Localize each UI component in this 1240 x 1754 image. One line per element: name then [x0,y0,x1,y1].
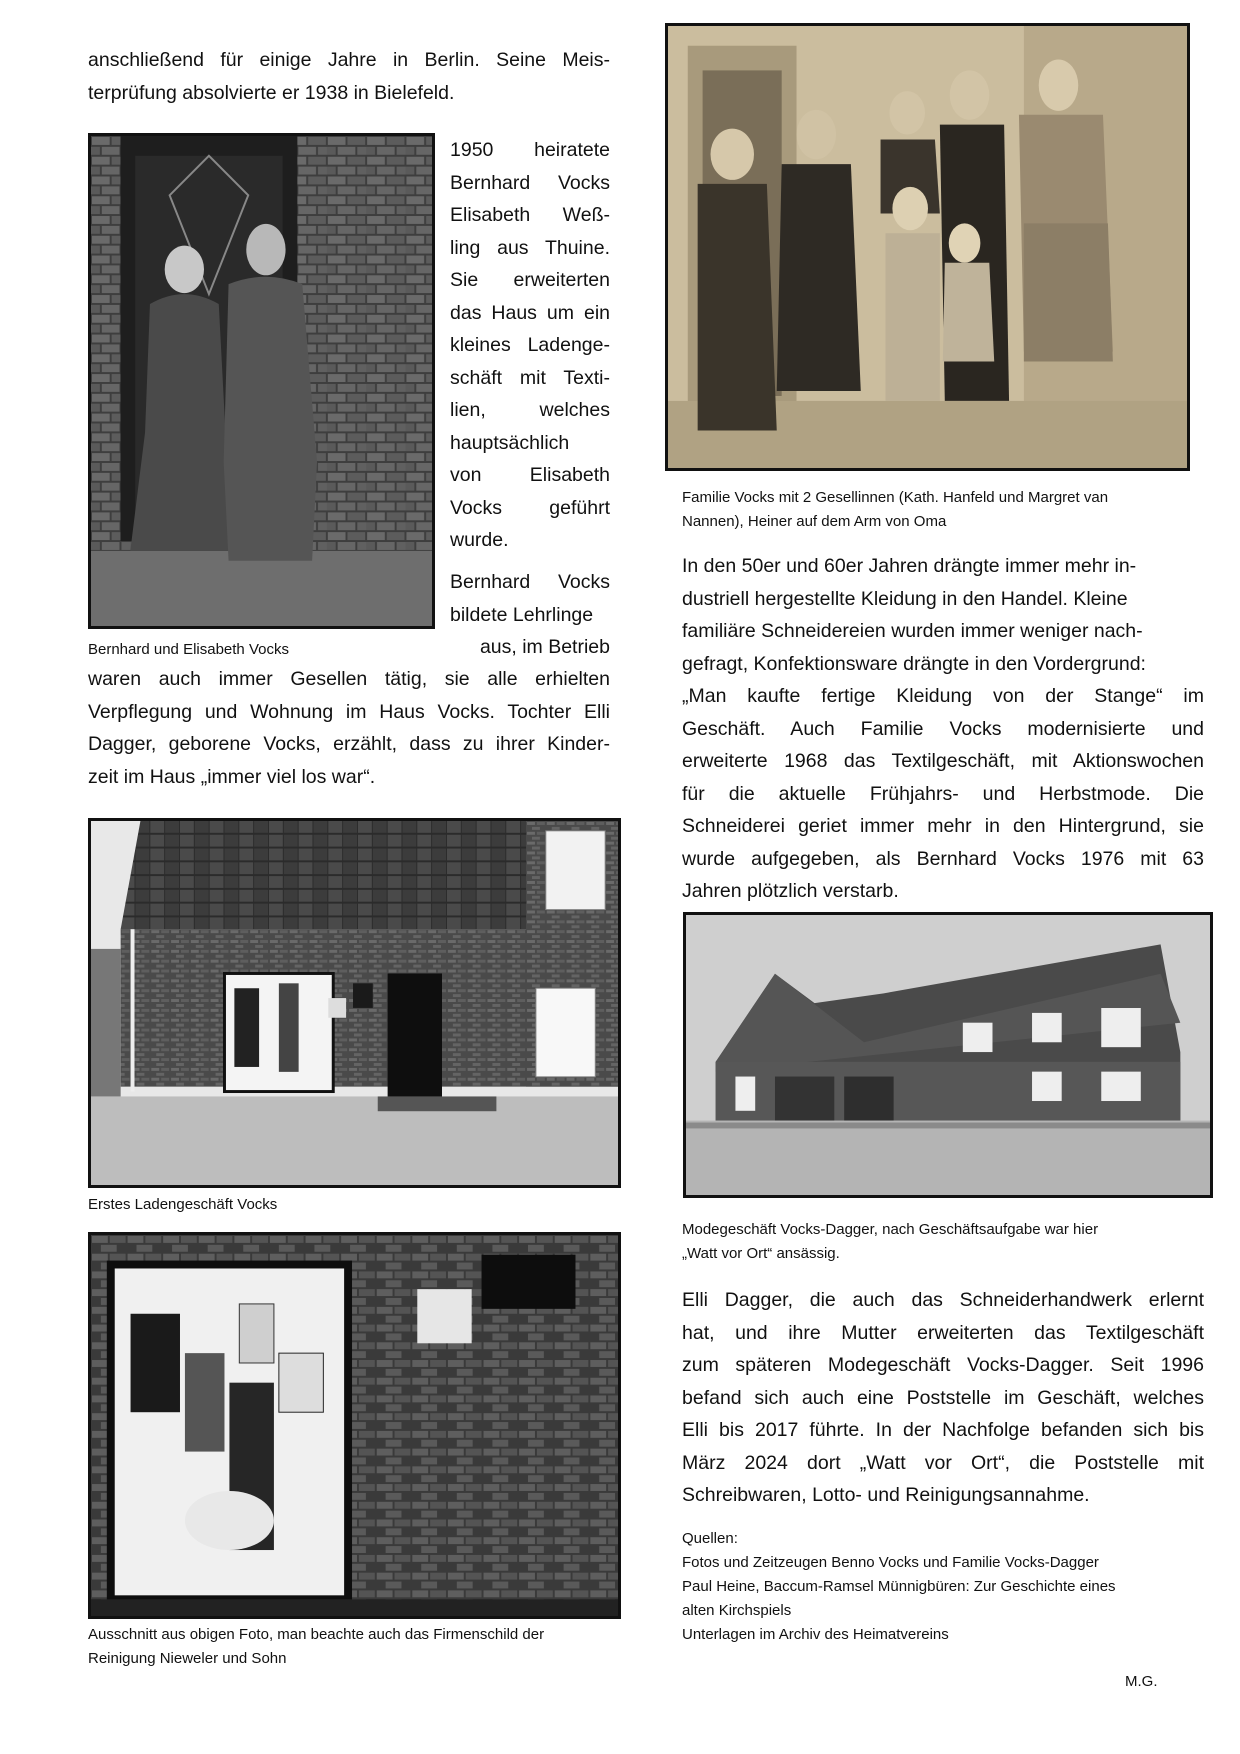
text-line: 1950 heiratete [450,139,610,161]
text-line: terprüfung absolvierte er 1938 in Bielefeld. [88,81,455,104]
text-line: zeit im Haus „immer viel los war“. [88,765,376,788]
intro-paragraph [88,44,610,109]
wrap-paragraph-marriage [450,134,610,557]
text-line: befand sich auch eine Poststelle im Geschäft, welches [682,1386,1204,1409]
text-line: Sie erweiterten [450,269,610,291]
caption-modegeschaeft [682,1218,1202,1266]
photo-modegeschaeft [683,912,1213,1198]
paragraph-elli-dagger [682,1284,1204,1512]
family-photo-image [668,26,1187,468]
text-line: erweiterte 1968 das Textilgeschäft, mit Aktionswochen [682,750,1204,772]
photo-family-vocks [665,23,1190,471]
couple-photo-image [91,136,432,626]
text-line: dustriell hergestellte Kleidung in den Handel. Kleine [682,587,1128,610]
wrap-paragraph-apprentices-top [450,566,610,664]
window-closeup-image [91,1235,618,1616]
text-line: Vocks geführt [450,496,610,519]
text-line: Verpflegung und Wohnung im Haus Vocks. Tochter Elli [88,700,610,723]
text-line: lien, welches [450,399,610,421]
text-line: hat, und ihre Mutter erweiterten das Textilgeschäft [682,1321,1204,1344]
text-line: zum späteren Modegeschäft Vocks-Dagger. Seit 1996 [682,1354,1204,1376]
text-line: wurde aufgegeben, als Bernhard Vocks 1976 mit 63 [682,847,1204,870]
text-line: das Haus um ein [450,301,610,324]
text-line: Schneiderei geriet immer mehr in den Hintergrund, sie [682,815,1204,837]
text-line: aus, im Betrieb [479,636,610,658]
sources-section [682,1527,1212,1647]
caption-first-shop: Erstes Ladengeschäft Vocks [88,1196,278,1213]
text-line: Ausschnitt aus obigen Foto, man beachte auch das Firmenschild der [88,1626,545,1643]
text-line: Modegeschäft Vocks-Dagger, nach Geschäftsaufgabe war hier [682,1221,1099,1238]
text-line: Nannen), Heiner auf dem Arm von Oma [682,513,947,530]
paragraph-50s-60s [682,550,1204,908]
text-line: Familie Vocks mit 2 Gesellinnen (Kath. Hanfeld und Margret van [682,489,1109,506]
text-line: Elisabeth Weß- [450,204,610,226]
text-line: anschließend für einige Jahre in Berlin. Seine Meis- [88,49,610,71]
photo-bernhard-elisabeth [88,133,435,629]
text-line: Elli bis 2017 führte. In der Nachfolge befanden sich bis [682,1419,1204,1441]
text-line: bildete Lehrlinge [450,603,594,626]
text-line: für die aktuelle Frühjahrs- und Herbstmode. Die [682,782,1204,805]
source-item: Fotos und Zeitzeugen Benno Vocks und Familie Vocks-Dagger [682,1554,1099,1571]
text-line: März 2024 dort „Watt vor Ort“, die Poststelle mit [682,1451,1204,1474]
text-line: kleines Ladenge- [450,334,610,356]
text-line: Reinigung Nieweler und Sohn [88,1650,287,1667]
text-line: Bernhard Vocks [450,171,610,194]
caption-family [682,486,1202,534]
source-item: Paul Heine, Baccum-Ramsel Münnigbüren: Zur Geschichte eines [682,1578,1116,1595]
text-line: von Elisabeth [450,464,610,486]
text-line: wurde. [450,529,509,551]
text-line: waren auch immer Gesellen tätig, sie alle erhielten [88,668,610,690]
text-line: „Watt vor Ort“ ansässig. [682,1245,840,1262]
caption-couple: Bernhard und Elisabeth Vocks [88,641,289,658]
text-line: „Man kaufte fertige Kleidung von der Stange“ im [682,685,1204,707]
source-item: Unterlagen im Archiv des Heimatvereins [682,1626,949,1643]
text-line: Jahren plötzlich verstarb. [682,880,899,902]
text-line: familiäre Schneidereien wurden immer weniger nach- [682,620,1143,642]
wrap-paragraph-apprentices-bottom [88,663,610,793]
first-shop-image [91,821,618,1185]
sources-heading: Quellen: [682,1530,738,1547]
text-line: hauptsächlich [450,431,570,454]
photo-first-shop [88,818,621,1188]
modegeschaeft-image [686,915,1210,1195]
text-line: Geschäft. Auch Familie Vocks modernisierte und [682,717,1204,740]
text-line: Elli Dagger, die auch das Schneiderhandwerk erlernt [682,1289,1204,1311]
caption-window-closeup [88,1623,628,1671]
photo-window-closeup [88,1232,621,1619]
text-line: Schreibwaren, Lotto- und Reinigungsannahme. [682,1484,1090,1506]
author-initials: M.G. [1125,1673,1158,1690]
text-line: ling aus Thuine. [450,236,610,259]
text-line: schäft mit Texti- [450,366,610,389]
text-line: In den 50er und 60er Jahren drängte immer mehr in- [682,555,1137,577]
text-line: gefragt, Konfektionsware drängte in den Vordergrund: [682,652,1146,675]
text-line: Bernhard Vocks [450,571,610,593]
text-line: Dagger, geborene Vocks, erzählt, dass zu ihrer Kinder- [88,733,610,755]
source-item: alten Kirchspiels [682,1602,792,1619]
